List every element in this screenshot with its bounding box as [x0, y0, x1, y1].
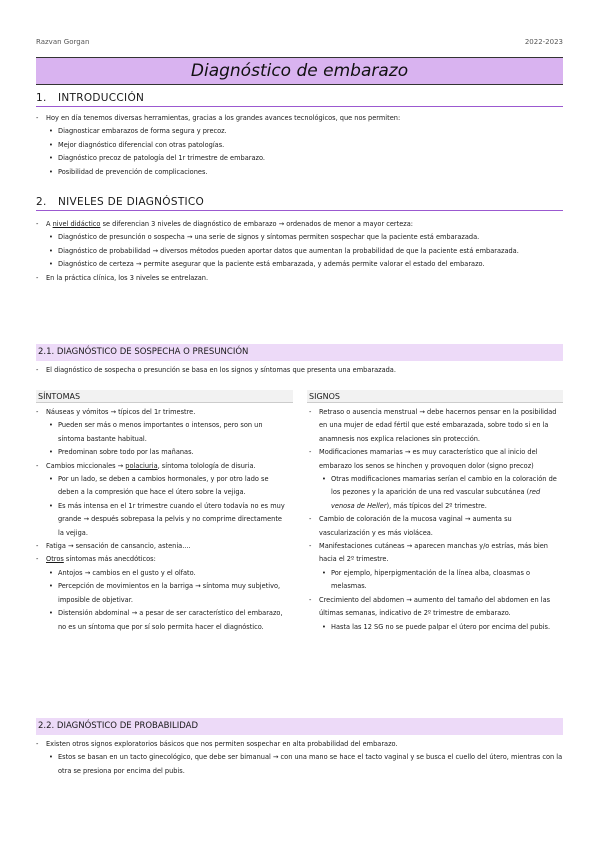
list-item: • Pueden ser más o menos importantes o intensos, pero son un síntoma bastante habitual.: [36, 419, 286, 446]
list-item: • Es más intensa en el 1r trimestre cuando el útero todavía no es muy grande → después sobrepasa la pelvis y no comprime directamente la vejiga.: [36, 500, 286, 540]
list-item: • Estos se basan en un tacto ginecológico, que debe ser bimanual → con una mano se hace el tacto vaginal y se busca el cuello del útero, mientras con la otra se presiona por encima del pubis.: [36, 751, 563, 778]
text-run: , síntoma tolología de disuria.: [157, 461, 256, 470]
signos-heading: SIGNOS: [307, 390, 563, 403]
academic-year: 2022-2023: [524, 38, 563, 46]
list-item: - Fatiga → sensación de cansancio, astenia....: [36, 540, 286, 553]
list-item: • Posibilidad de prevención de complicaciones.: [36, 166, 563, 179]
list-item: [36, 553, 286, 566]
underlined-term: polaciuria: [125, 461, 158, 470]
page-title: Diagnóstico de embarazo: [36, 57, 563, 85]
list-item: • Diagnóstico de certeza → permite asegurar que la paciente está embarazada, y además permite valorar el estado del embarazo.: [36, 258, 563, 271]
section-number: 1.: [36, 92, 47, 104]
list-item: - El diagnóstico de sospecha o presunción se basa en los signos y síntomas que presenta una embarazada.: [36, 364, 563, 377]
list-item: - Crecimiento del abdomen → aumento del tamaño del abdomen en las últimas semanas, indicativo de 2º trimestre de embarazo.: [309, 594, 563, 621]
list-item: [36, 460, 286, 473]
list-item: • Percepción de movimientos en la barriga → síntoma muy subjetivo, imposible de objetivar.: [36, 580, 286, 607]
section-number: 2.: [36, 196, 47, 208]
list-item: - Modificaciones mamarias → es muy característico que al inicio del embarazo los senos se hinchen y provoquen dolor (signo precoz): [309, 446, 563, 473]
text-run: Otras modificaciones mamarias serían el cambio en la coloración de los pezones y la aparición de una red vascular subcutánea (: [331, 475, 557, 497]
list-item: • Hasta las 12 SG no se puede palpar el útero por encima del pubis.: [309, 621, 563, 634]
list-item: • Antojos → cambios en el gusto y el olfato.: [36, 567, 286, 580]
sospecha-intro: [36, 364, 563, 377]
list-item: • Diagnosticar embarazos de forma segura y precoz.: [36, 125, 563, 138]
underlined-term: nivel didáctico: [52, 220, 101, 228]
list-item: - Manifestaciones cutáneas → aparecen manchas y/o estrías, más bien hacia el 2º trimestre.: [309, 540, 563, 567]
text-run: A: [46, 220, 51, 228]
list-item: • Distensión abdominal → a pesar de ser característico del embarazo, no es un síntoma que por sí solo permita hacer el diagnóstico.: [36, 607, 286, 634]
author-name: Razvan Gorgan: [36, 38, 90, 46]
text-run: síntomas más anecdóticos:: [65, 555, 156, 564]
list-item: [36, 218, 563, 231]
list-item: - Retraso o ausencia menstrual → debe hacernos pensar en la posibilidad en una mujer de edad fértil que esté embarazada, sobre todo si en la anamnesis nos explica relaciones sin protección.: [309, 406, 563, 446]
list-item: • Diagnóstico de probabilidad → diversos métodos pueden aportar datos que aumentan la probabilidad de que la paciente está embarazada.: [36, 245, 563, 258]
subsection-heading-probabilidad: 2.2. DIAGNÓSTICO DE PROBABILIDAD: [36, 718, 563, 735]
italic-term: red venosa de Heller: [331, 488, 541, 510]
list-item: - Náuseas y vómitos → típicos del 1r trimestre.: [36, 406, 286, 419]
introduccion-body: [36, 112, 563, 179]
section-heading-introduccion: [36, 92, 563, 107]
list-item: - Existen otros signos exploratorios básicos que nos permiten sospechar en alta probabilidad del embarazo.: [36, 738, 563, 751]
text-run: ), más típicos del 2º trimestre.: [386, 501, 487, 510]
text-run: Cambios miccionales →: [46, 461, 124, 470]
list-item: • Por ejemplo, hiperpigmentación de la línea alba, cloasmas o melasmas.: [309, 567, 563, 594]
underlined-term: Otros: [46, 555, 64, 564]
section-heading-niveles: [36, 196, 563, 211]
text-run: se diferencian 3 niveles de diagnóstico de embarazo → ordenados de menor a mayor certeza:: [102, 220, 414, 228]
niveles-body: [36, 218, 563, 285]
section-title: NIVELES DE DIAGNÓSTICO: [58, 196, 205, 208]
list-item: • Predominan sobre todo por las mañanas.: [36, 446, 286, 459]
list-item: - Hoy en día tenemos diversas herramientas, gracias a los grandes avances tecnológicos, que nos permiten:: [36, 112, 563, 125]
list-item: • Diagnóstico de presunción o sospecha → una serie de signos y síntomas permiten sospechar que la paciente está embarazada.: [36, 231, 563, 244]
list-item: • Mejor diagnóstico diferencial con otras patologías.: [36, 139, 563, 152]
signos-column: [309, 406, 563, 634]
list-item: - Cambio de coloración de la mucosa vaginal → aumenta su vascularización y es más violácea.: [309, 513, 563, 540]
section-title: INTRODUCCIÓN: [58, 92, 145, 104]
probabilidad-body: [36, 738, 563, 778]
list-item: [309, 473, 563, 513]
subsection-heading-sospecha: 2.1. DIAGNÓSTICO DE SOSPECHA O PRESUNCIÓN: [36, 344, 563, 361]
list-item: • Por un lado, se deben a cambios hormonales, y por otro lado se deben a la compresión que hace el útero sobre la vejiga.: [36, 473, 286, 500]
sintomas-heading: SÍNTOMAS: [36, 390, 293, 403]
sintomas-column: [36, 406, 286, 634]
list-item: • Diagnóstico precoz de patología del 1r trimestre de embarazo.: [36, 152, 563, 165]
list-item: - En la práctica clínica, los 3 niveles se entrelazan.: [36, 272, 563, 285]
